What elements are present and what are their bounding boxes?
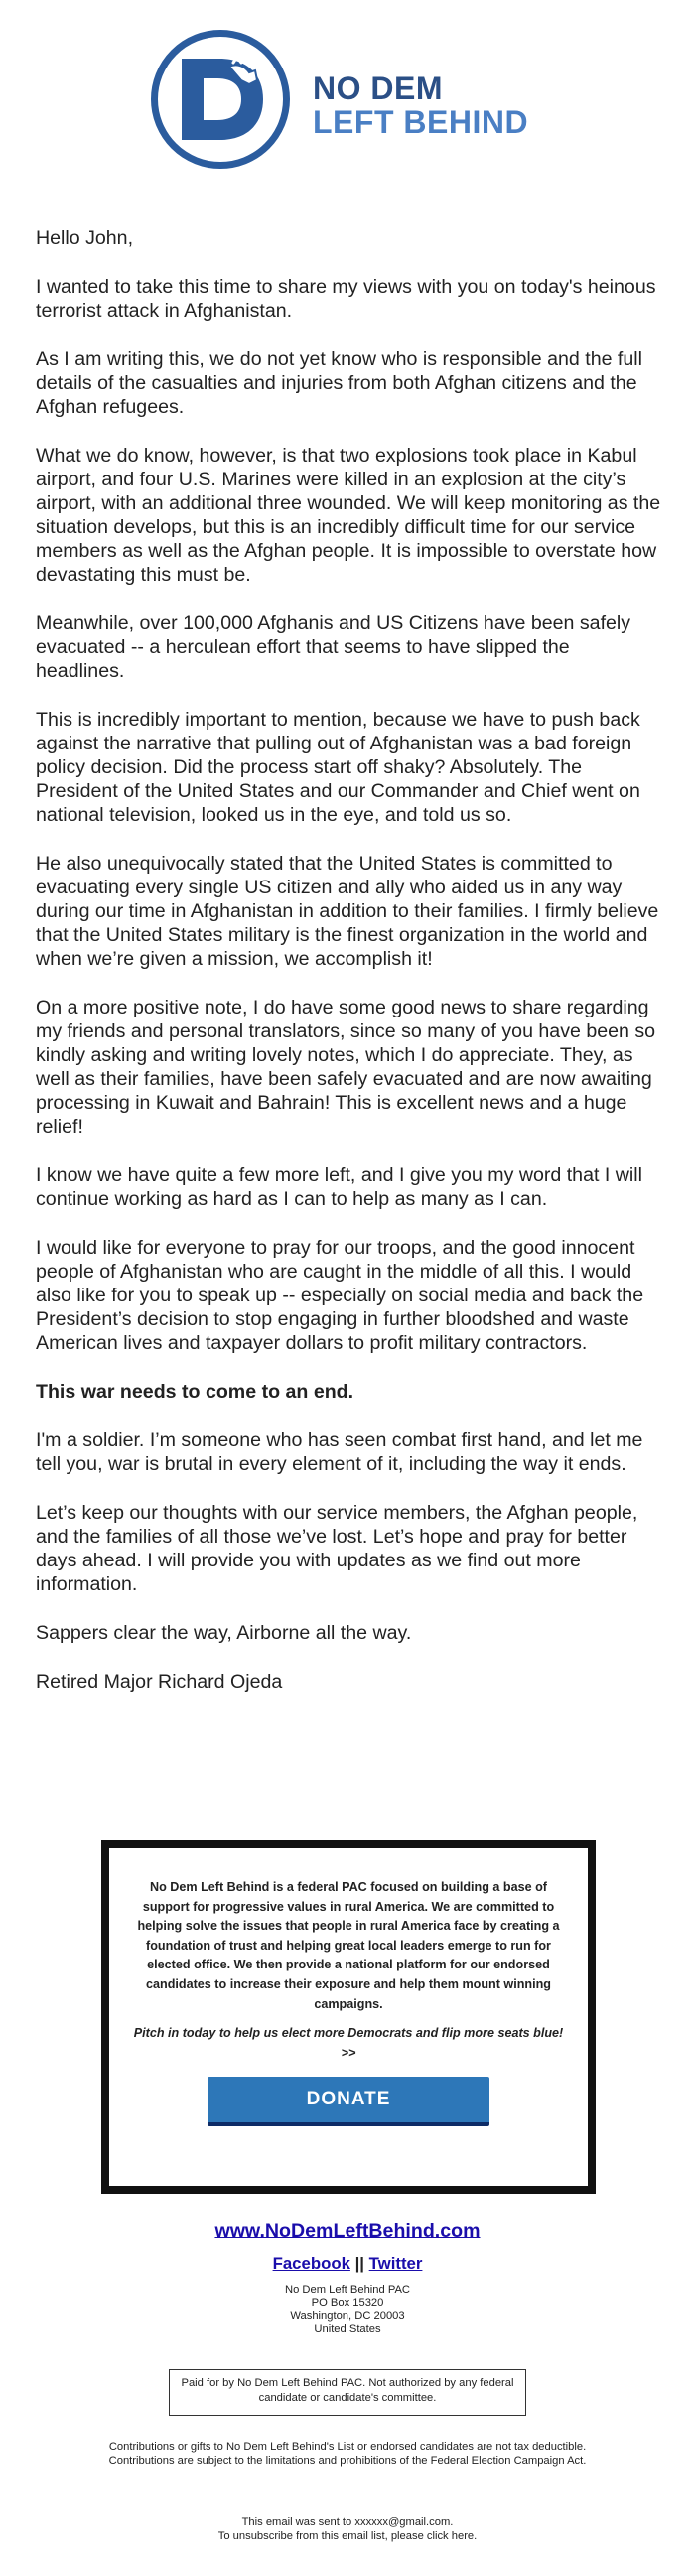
facebook-link[interactable]: Facebook [272,2254,350,2273]
letter-paragraph: Meanwhile, over 100,000 Afghanis and US Citizens have been safely evacuated -- a herculean effort that seems to have slipped the headlines. [36,612,631,682]
social-separator: || [354,2254,364,2273]
twitter-link[interactable]: Twitter [368,2254,423,2273]
letter-paragraph: I wanted to take this time to share my views with you on today's heinous terrorist attack in Afghanistan. [36,276,656,322]
letter-paragraph: I'm a soldier. I’m someone who has seen combat first hand, and let me tell you, war is brutal in every element of it, including the way it ends. [36,1429,643,1475]
greeting: Hello John, [36,227,134,249]
letter-paragraph: Let’s keep our thoughts with our service members, the Afghan people, and the families of all those we’ve lost. Let’s hope and pray for better days ahead. I will provide you with updates as we find out more information. [36,1502,638,1595]
logo-emblem [151,30,290,169]
letter-paragraph: I know we have quite a few more left, and I give you my word that I will continue working as hard as I can to help as many as I can. [36,1164,642,1210]
footer [0,2220,695,2336]
website-link[interactable]: www.NoDemLeftBehind.com [214,2220,481,2241]
mailing-address [0,2284,695,2336]
email-notice [0,2515,695,2543]
brand-logo[interactable] [149,30,546,169]
social-links [0,2254,695,2274]
unsubscribe-link[interactable]: To unsubscribe from this email list, please click here. [217,2530,478,2542]
legal-notice [0,2440,695,2468]
logo-line-1: NO DEM [313,70,443,106]
paid-for-disclaimer: Paid for by No Dem Left Behind PAC. Not authorized by any federal candidate or candidate's committee. [169,2369,526,2416]
donate-pitch[interactable]: Pitch in today to help us elect more Democrats and flip more seats blue! >> [133,2026,564,2060]
letter-paragraph: What we do know, however, is that two explosions took place in Kabul airport, and four U.S. Marines were killed in an explosion at the city’s airport, with an additional three wounded. We will keep monitoring as the situation develops, but this is an incredibly difficult time for our service members as well as the Afghan people. It is impossible to overstate how devastating this must be. [36,445,661,586]
sent-to-text: This email was sent to xxxxxx@gmail.com. [241,2516,454,2528]
address-line: Washington, DC 20003 [290,2310,405,2322]
address-line: United States [314,2323,381,2335]
address-line: PO Box 15320 [311,2297,384,2309]
letter-paragraph: On a more positive note, I do have some good news to share regarding my friends and personal translators, since so many of you have been so kindly asking and writing lovely notes, which I do appreciate. They, as well as their families, have been safely evacuated and are now awaiting processing in Kuwait and Bahrain! This is excellent news and a huge relief! [36,997,656,1138]
letter-paragraph: This is incredibly important to mention, because we have to push back against the narrative that pulling out of Afghanistan was a bad foreign policy decision. Did the process start off shaky? Absolutely. The President of the United States and our Commander and Chief went on national television, looked us in the eye, and told us so. [36,709,640,826]
logo-line-2: LEFT BEHIND [313,104,529,140]
legal-line: Contributions or gifts to No Dem Left Behind's List or endorsed candidates are not tax deductible. [108,2441,587,2453]
letter-paragraph: As I am writing this, we do not yet know who is responsible and the full details of the casualties and injuries from both Afghan citizens and the Afghan refugees. [36,348,642,418]
sign-off: Sappers clear the way, Airborne all the way. [36,1622,412,1644]
signature: Retired Major Richard Ojeda [36,1671,283,1693]
address-line: No Dem Left Behind PAC [284,2284,411,2296]
d-hand-icon [158,37,283,162]
letter-emphasis: This war needs to come to an end. [36,1381,354,1403]
donate-button[interactable]: DONATE [208,2077,489,2126]
logo-wordmark [313,71,528,139]
legal-line: Contributions are subject to the limitations and prohibitions of the Federal Election Campaign Act. [108,2455,587,2467]
letter-paragraph: He also unequivocally stated that the United States is committed to evacuating every single US citizen and ally who aided us in any way during our time in Afghanistan in addition to their families. I firmly believe that the United States military is the finest organization in the world and when we’re given a mission, we accomplish it! [36,853,659,970]
letter-paragraph: I would like for everyone to pray for our troops, and the good innocent people of Afghanistan who are caught in the middle of all this. I would also like for you to speak up -- especially on social media and back the President’s decision to stop engaging in further bloodshed and waste American lives and taxpayer dollars to profit military contractors. [36,1237,644,1354]
pac-info-box [101,1840,596,2194]
pac-description: No Dem Left Behind is a federal PAC focused on building a base of support for progressive values in rural America. We are committed to helping solve the issues that people in rural America face by creating a foundation of trust and helping great local leaders emerge to run for elected office. We then provide a national platform for our endorsed candidates to increase their exposure and help them mount winning campaigns. [137,1880,560,2011]
letter-body [36,226,661,1718]
